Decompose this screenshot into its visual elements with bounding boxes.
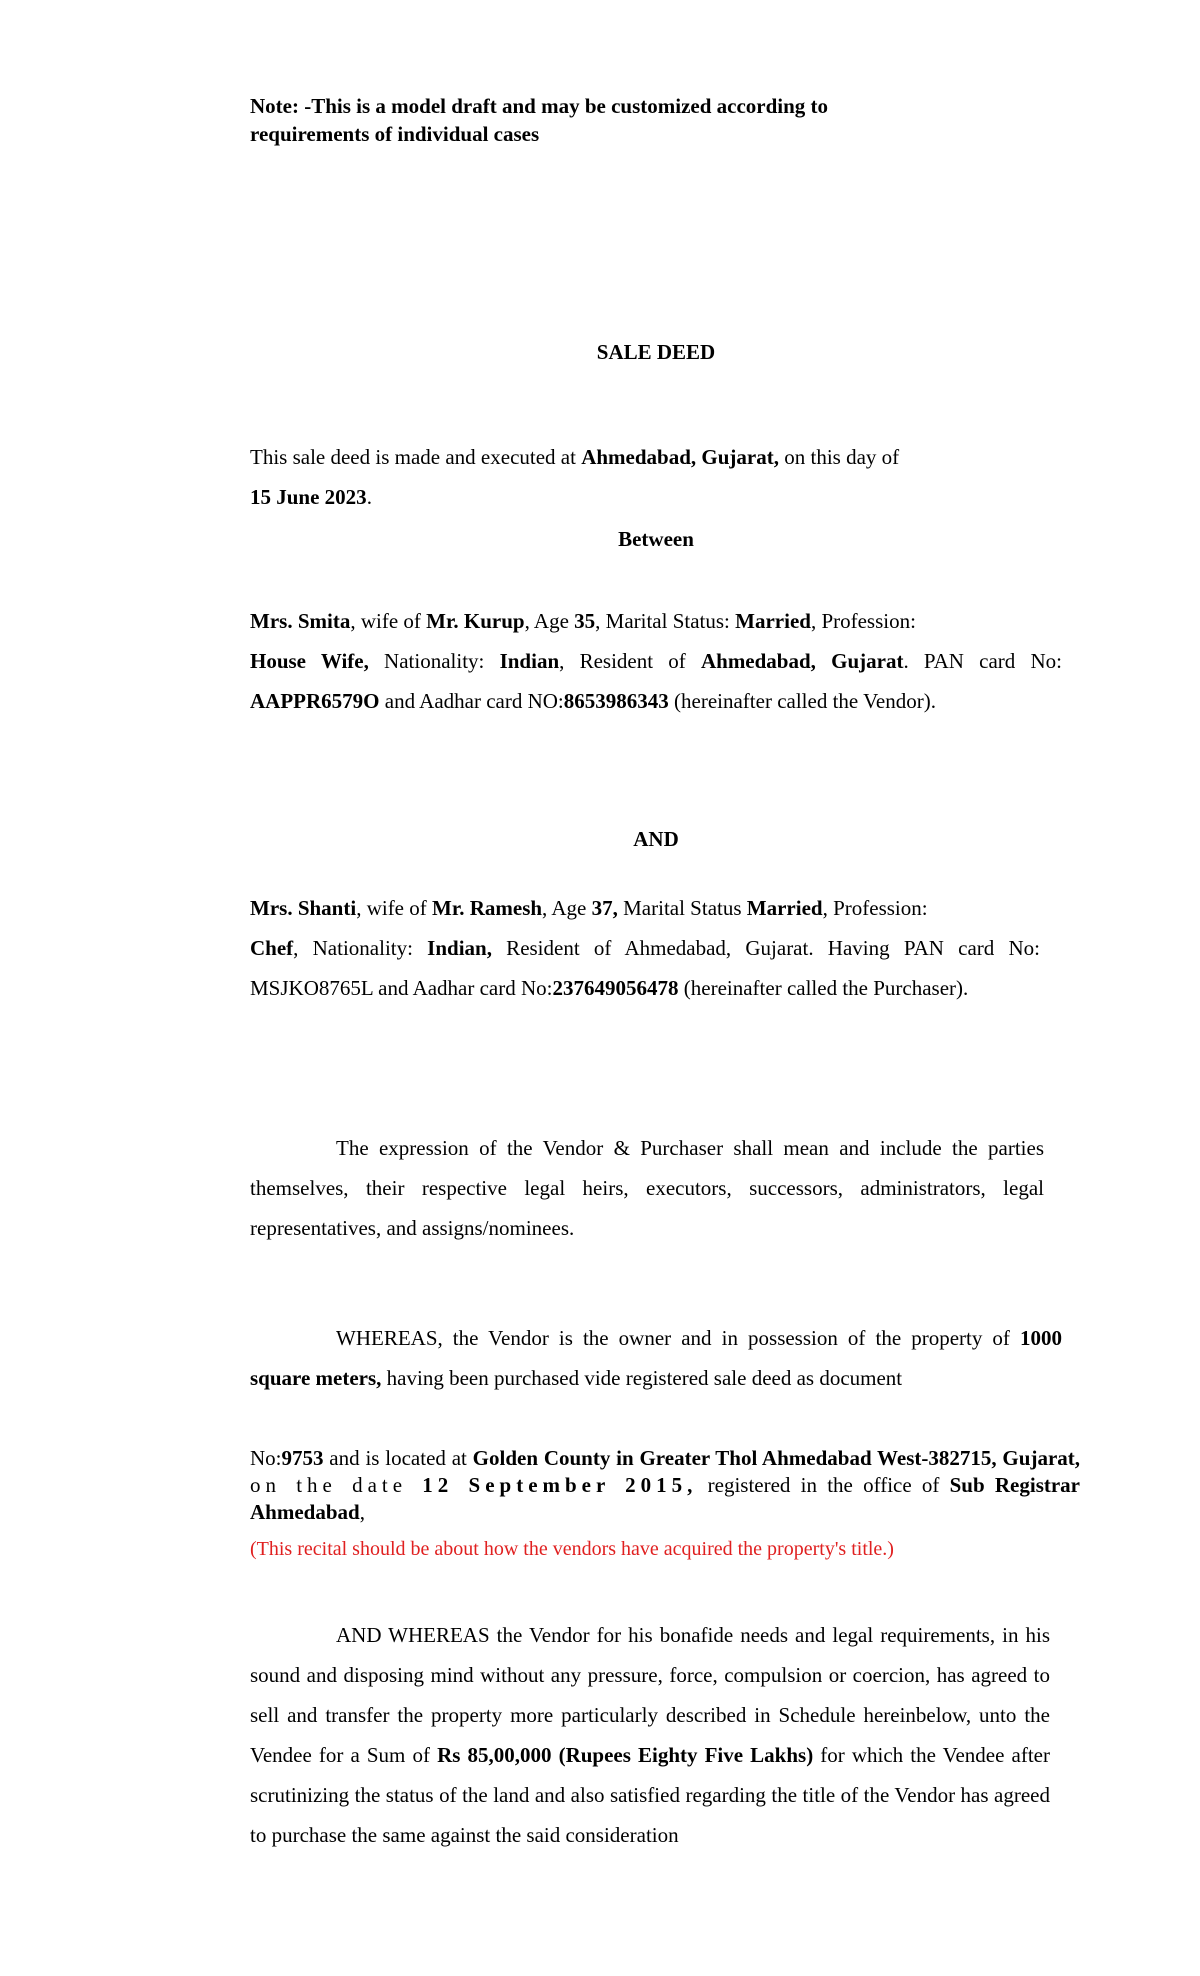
whereas1-doc-no: 9753 [281, 1446, 324, 1470]
draft-note-line-1: Note: -This is a model draft and may be customized according to [250, 94, 829, 118]
whereas1-text-6: registered in the office of [697, 1473, 950, 1497]
whereas1-location: Golden County in Greater Thol Ahmedabad West-382715, Gujarat, [472, 1446, 1081, 1470]
vendor-name: Mrs. Smita [250, 609, 351, 633]
vendor-text-1: , wife of [350, 609, 427, 633]
purchaser-paragraph [250, 888, 1040, 1008]
purchaser-text-7: (hereinafter called the Purchaser). [678, 976, 969, 1000]
whereas1-text-3: No: [250, 1446, 282, 1470]
between-heading: Between [618, 527, 694, 551]
vendor-marital: Married [735, 609, 811, 633]
intro-place: Ahmedabad, Gujarat, [581, 445, 779, 469]
whereas1-reg-date: 12 September 2015, [422, 1473, 698, 1497]
whereas2-text-2: for which the Vendee after scrutinizing the status of the land and also satisfied regarding the title of the Vendor has agreed to purchase the same against the said consideration [250, 1743, 1050, 1847]
vendor-profession: House Wife, [250, 649, 369, 673]
whereas1-text-7: , [359, 1500, 365, 1524]
vendor-residence: Ahmedabad, Gujarat [700, 649, 904, 673]
whereas1-text-5: on the date [250, 1473, 423, 1497]
vendor-text-6: , Resident of [559, 649, 701, 673]
whereas-paragraph-2 [250, 1615, 1050, 1855]
vendor-text-4: , Profession: [810, 609, 916, 633]
vendor-text-7: . PAN card No: [903, 649, 1063, 673]
purchaser-text-4: , Profession: [822, 896, 928, 920]
purchaser-text-3: Marital Status [617, 896, 747, 920]
whereas2-amount: Rs 85,00,000 (Rupees Eighty Five Lakhs) [437, 1743, 814, 1767]
intro-prefix: This sale deed is made and executed at [250, 445, 582, 469]
intro-paragraph [250, 437, 1062, 517]
expression-paragraph: The expression of the Vendor & Purchaser shall mean and include the parties themselves, their respective legal heirs, executors, successors, administrators, legal representatives, and assigns/nominees. [250, 1136, 1044, 1240]
purchaser-age: 37, [591, 896, 618, 920]
document-details [250, 1445, 1080, 1526]
whereas1-text-4: and is located at [323, 1446, 473, 1470]
whereas1-office: Sub Registrar Ahmedabad [250, 1473, 1080, 1524]
intro-mid: on this day of [778, 445, 900, 469]
purchaser-text-5: , Nationality: [293, 936, 428, 960]
vendor-text-9: (hereinafter called the Vendor). [668, 689, 936, 713]
and-heading: AND [633, 827, 679, 851]
vendor-text-5: Nationality: [368, 649, 500, 673]
purchaser-text-1: , wife of [356, 896, 432, 920]
vendor-husband: Mr. Kurup [426, 609, 525, 633]
purchaser-nationality: Indian, [427, 936, 492, 960]
draft-note [250, 92, 970, 148]
whereas1-text-2: having been purchased vide registered sale deed as document [381, 1366, 903, 1390]
purchaser-text-6: Resident of Ahmedabad, Gujarat. Having PAN card No: MSJKO8765L and Aadhar card No: [250, 936, 1040, 1000]
purchaser-text-2: , Age [542, 896, 592, 920]
vendor-nationality: Indian [499, 649, 560, 673]
vendor-text-8: and Aadhar card NO: [379, 689, 564, 713]
vendor-text-3: , Marital Status: [595, 609, 736, 633]
purchaser-husband: Mr. Ramesh [432, 896, 543, 920]
whereas1-text-1: WHEREAS, the Vendor is the owner and in possession of the property of [336, 1326, 1020, 1350]
intro-end: . [366, 485, 372, 509]
draft-note-line-2: requirements of individual cases [250, 122, 540, 146]
purchaser-name: Mrs. Shanti [250, 896, 357, 920]
whereas2-text-1: AND WHEREAS the Vendor for his bonafide needs and legal requirements, in his sound and disposing mind without any pressure, force, compulsion or coercion, has agreed to sell and transfer the property more particularly described in Schedule hereinbelow, unto the Vendee for a Sum of [250, 1623, 1050, 1767]
purchaser-profession: Chef [250, 936, 294, 960]
purchaser-aadhar: 237649056478 [552, 976, 679, 1000]
whereas1-area: 1000 square meters, [250, 1326, 1062, 1390]
document-title: SALE DEED [596, 340, 716, 364]
vendor-pan: AAPPR6579O [250, 689, 380, 713]
vendor-age: 35 [574, 609, 596, 633]
whereas-paragraph-1 [250, 1318, 1062, 1398]
purchaser-marital: Married [746, 896, 823, 920]
vendor-text-2: , Age [524, 609, 575, 633]
vendor-aadhar: 8653986343 [563, 689, 669, 713]
vendor-paragraph [250, 601, 1062, 721]
recital-note: (This recital should be about how the vendors have acquired the property's title.) [250, 1538, 894, 1560]
intro-date: 15 June 2023 [250, 485, 367, 509]
